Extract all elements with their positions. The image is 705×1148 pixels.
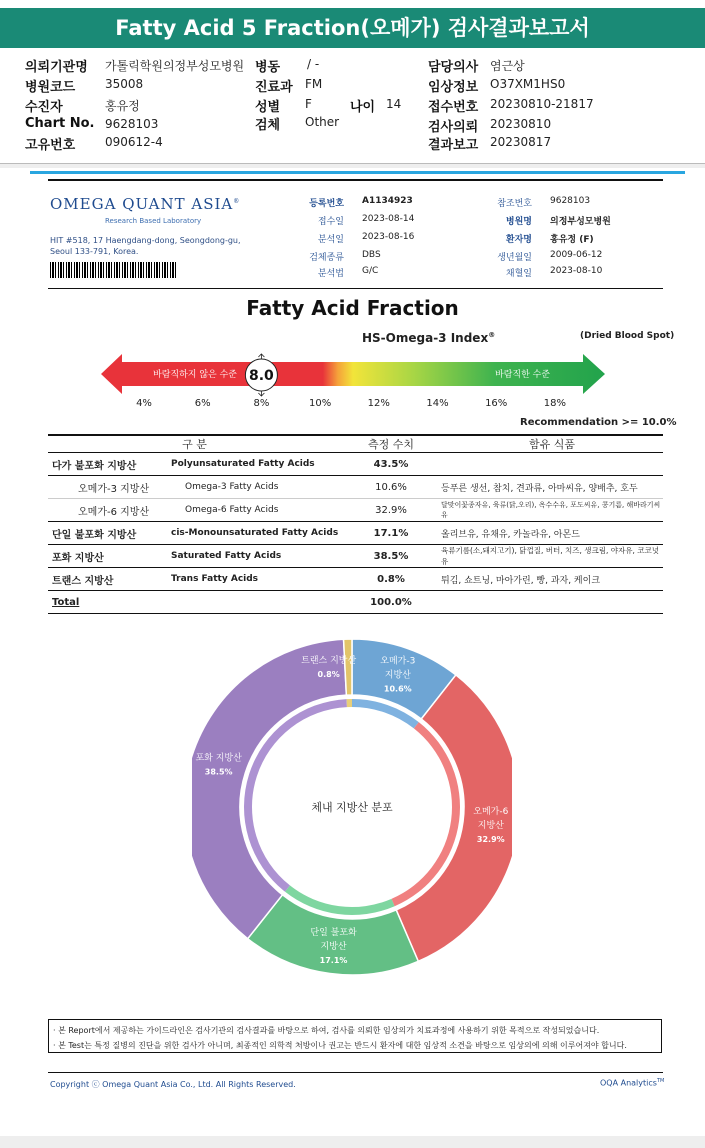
header-row-age — [350, 96, 410, 116]
disclaimer-notes — [48, 1019, 662, 1053]
table-row — [48, 476, 663, 499]
report-title: Fatty Acid 5 Fraction(오메가) 검사결과보고서 — [0, 8, 705, 48]
header-label: 병동 — [255, 60, 281, 75]
gauge-tick-label: 10% — [308, 398, 332, 409]
gauge-value: 8.0 — [248, 368, 274, 384]
header-label: 진료과 — [255, 80, 293, 95]
logo-registered-mark: ® — [233, 198, 241, 205]
donut-slice-label: 38.5% — [204, 767, 233, 777]
row-foods — [441, 453, 663, 476]
specimen-type: (Dried Blood Spot) — [580, 331, 675, 341]
header-row-dept — [255, 76, 405, 96]
donut-outer-slice — [192, 639, 346, 938]
omega3-index-gauge — [95, 348, 615, 398]
row-korean-name: 다가 불포화 지방산 — [48, 453, 171, 476]
reg-value: 의정부성모병원 — [550, 217, 611, 227]
donut-slice-label: 오메가-6 — [473, 807, 509, 818]
omega3-index-title — [362, 331, 495, 345]
reg-value: A1134923 — [362, 196, 413, 206]
header-value: Other — [305, 115, 340, 129]
row-foods: 육류기름(소,돼지고기), 닭껍질, 버터, 치즈, 생크림, 야자유, 코코넛유 — [441, 545, 663, 568]
fatty-acid-fraction-title: Fatty Acid Fraction — [246, 296, 459, 320]
row-korean-name: 포화 지방산 — [48, 545, 171, 568]
header-shadow — [0, 164, 705, 168]
header-value: 20230810-21817 — [490, 97, 594, 111]
omega-quant-asia-logo — [50, 195, 240, 213]
header-label: Chart No. — [25, 116, 95, 131]
header-row-chart-no — [25, 116, 285, 136]
gauge-right-label: 바람직한 수준 — [495, 370, 551, 380]
donut-slice-label: 오메가-3 — [380, 656, 416, 667]
header-label: 수진자 — [25, 100, 63, 115]
donut-slice-label: 지방산 — [477, 821, 504, 832]
header-label: 검사의뢰 — [428, 120, 479, 135]
row-value: 0.8% — [341, 568, 441, 591]
reg-value: DBS — [362, 250, 381, 260]
page-bottom-bar — [0, 1136, 705, 1148]
total-label: Total — [48, 591, 171, 614]
row-korean-name: 오메가-6 지방산 — [48, 499, 171, 522]
header-value: 9628103 — [105, 117, 159, 131]
reg-value: 2023-08-10 — [550, 266, 603, 276]
row-value: 38.5% — [341, 545, 441, 568]
donut-slice-label: 지방산 — [320, 941, 347, 952]
row-value: 43.5% — [341, 453, 441, 476]
reg-label: 분석법 — [317, 269, 344, 279]
header-value: 14 — [386, 97, 402, 111]
gauge-tick-label: 12% — [367, 398, 390, 409]
reg-label: 등록번호 — [309, 199, 344, 209]
reg-value: G/C — [362, 266, 379, 276]
donut-slice-label: 단일 불포화 — [310, 927, 357, 938]
header-row-doctor — [428, 56, 628, 76]
header-value: 염근상 — [490, 59, 525, 73]
reg-value: 2023-08-16 — [362, 232, 415, 242]
donut-inner-slice — [347, 699, 352, 707]
donut-slice-label: 0.8% — [317, 669, 340, 679]
row-korean-name: 오메가-3 지방산 — [48, 476, 171, 499]
table-header-row — [48, 435, 663, 453]
row-foods: 튀김, 쇼트닝, 마아가린, 빵, 과자, 케이크 — [441, 568, 663, 591]
row-english-name: Omega-3 Fatty Acids — [171, 476, 341, 499]
header-value: O37XM1HS0 — [490, 77, 566, 91]
note-line: · 본 Report에서 제공하는 가이드라인은 검사기관의 검사결과를 바탕으로 하여, 검사를 의뢰한 임상의가 치료과정에 사용하기 위한 목적으로 작성되었습니다. — [53, 1026, 600, 1035]
header-value: 35008 — [105, 77, 144, 91]
header-value: 가톨릭학원의정부성모병원 — [105, 59, 245, 73]
row-english-name: cis-Monounsaturated Fatty Acids — [171, 522, 341, 545]
gauge-tick-label: 8% — [253, 398, 270, 409]
donut-slice-label: 32.9% — [476, 835, 505, 845]
footer-rule — [48, 1072, 663, 1073]
header-value: 홍유정 — [105, 99, 140, 113]
barcode — [50, 262, 176, 278]
header-label: 병원코드 — [25, 80, 76, 95]
brand-text: OQA Analytics — [600, 1078, 657, 1088]
header-row-clinical-info — [428, 76, 628, 96]
table-row — [48, 568, 663, 591]
reg-label: 참조번호 — [497, 199, 532, 209]
section-bottom-rule — [48, 288, 663, 289]
row-foods: 올리브유, 유채유, 카놀라유, 아몬드 — [441, 522, 663, 545]
header-label: 접수번호 — [428, 100, 479, 115]
reg-label: 생년월일 — [497, 253, 532, 263]
header-row-institution — [25, 56, 285, 76]
header-row-receipt-no — [428, 96, 628, 116]
row-korean-name: 트랜스 지방산 — [48, 568, 171, 591]
brand-trademark: TM — [656, 1078, 665, 1084]
header-label: 담당의사 — [428, 60, 479, 75]
reg-value: 2023-08-14 — [362, 214, 415, 224]
note-line: · 본 Test는 특정 질병의 진단을 위한 검사가 아니며, 최종적인 의학적 처방이나 권고는 반드시 환자에 대한 임상적 소견을 바탕으로 임상의에 의해 이루어져야 합니다. — [53, 1041, 627, 1050]
index-registered-mark: ® — [488, 331, 496, 339]
reg-label: 접수일 — [317, 217, 344, 227]
reg-value: 9628103 — [550, 196, 591, 206]
header-label: 의뢰기관명 — [25, 60, 88, 75]
lab-address-line2: Seoul 133-791, Korea. — [50, 247, 139, 256]
gauge-value-marker — [245, 354, 277, 396]
table-row — [48, 453, 663, 476]
header-label: 고유번호 — [25, 138, 76, 153]
recommendation: Recommendation >= 10.0% — [520, 417, 677, 428]
gauge-ticks — [0, 398, 705, 412]
row-english-name: Polyunsaturated Fatty Acids — [171, 453, 341, 476]
donut-slice-label: 17.1% — [319, 955, 348, 965]
header-row-unique-no — [25, 134, 285, 154]
lab-subtitle: Research Based Laboratory — [105, 217, 202, 225]
row-value: 10.6% — [341, 476, 441, 499]
donut-slice-label: 포화 지방산 — [195, 753, 242, 764]
gauge-tick-label: 4% — [136, 398, 152, 409]
fatty-acid-donut-chart — [192, 637, 512, 987]
accent-rule — [30, 171, 685, 174]
header-label: 검체 — [255, 118, 281, 133]
index-title-text: HS-Omega-3 Index — [362, 331, 489, 345]
reg-label: 분석일 — [317, 235, 344, 245]
table-row — [48, 545, 663, 568]
reg-value: 2009-06-12 — [550, 250, 603, 260]
header-row-report-date — [428, 134, 628, 154]
row-english-name: Omega-6 Fatty Acids — [171, 499, 341, 522]
header-value: / - — [307, 57, 320, 71]
table-header-category: 구 분 — [48, 435, 341, 453]
section-top-rule — [48, 179, 663, 181]
gauge-tick-label: 18% — [543, 398, 566, 409]
row-value: 17.1% — [341, 522, 441, 545]
row-korean-name: 단일 불포화 지방산 — [48, 522, 171, 545]
row-foods: 등푸른 생선, 참치, 견과류, 아마씨유, 양배추, 호두 — [441, 476, 663, 499]
row-foods: 달맞이꽃종자유, 육류(닭,오리), 옥수수유, 포도씨유, 콩기름, 해바라기씨유 — [441, 499, 663, 522]
row-english-name: Saturated Fatty Acids — [171, 545, 341, 568]
gauge-tick-label: 14% — [426, 398, 449, 409]
reg-label: 채혈일 — [505, 269, 532, 279]
row-value: 32.9% — [341, 499, 441, 522]
donut-slice-label: 10.6% — [383, 684, 412, 694]
header-value: FM — [305, 77, 323, 91]
fatty-acid-table — [48, 434, 663, 614]
header-label: 결과보고 — [428, 138, 479, 153]
donut-slice-label: 지방산 — [384, 670, 411, 681]
header-label: 나이 — [350, 100, 376, 115]
reg-label: 검체종류 — [309, 253, 344, 263]
table-total-row — [48, 591, 663, 614]
header-row-hospital-code — [25, 76, 285, 96]
reg-value: 홍유정 (F) — [550, 235, 594, 245]
reg-label: 환자명 — [505, 235, 532, 245]
header-row-request-date — [428, 116, 628, 136]
gauge-tick-label: 16% — [485, 398, 508, 409]
total-value: 100.0% — [341, 591, 441, 614]
header-row-patient — [25, 96, 285, 116]
lab-address-line1: HIT #518, 17 Haengdang-dong, Seongdong-gu, — [50, 236, 241, 245]
header-row-specimen — [255, 114, 405, 134]
header-row-ward — [255, 56, 405, 76]
header-label: 성별 — [255, 100, 281, 115]
header-value: F — [305, 97, 312, 111]
header-value: 090612-4 — [105, 135, 163, 149]
gauge-left-label: 바람직하지 않은 수준 — [153, 370, 237, 380]
gauge-tick-label: 6% — [194, 398, 211, 409]
table-row — [48, 522, 663, 545]
donut-slice-label: 트랜스 지방산 — [301, 655, 357, 666]
header-label: 임상정보 — [428, 80, 479, 95]
table-header-foods: 함유 식품 — [441, 435, 663, 453]
reg-label: 병원명 — [505, 217, 532, 227]
header-value: 20230817 — [490, 135, 552, 149]
logo-text: OMEGA QUANT ASIA — [50, 195, 234, 213]
copyright: Copyright ⓒ Omega Quant Asia Co., Ltd. All Rights Reserved. — [50, 1080, 296, 1089]
table-row — [48, 499, 663, 522]
header-value: 20230810 — [490, 117, 552, 131]
donut-center-label: 체내 지방산 분포 — [311, 801, 393, 814]
oqa-analytics-brand — [600, 1078, 664, 1088]
table-header-value: 측정 수치 — [341, 435, 441, 453]
row-english-name: Trans Fatty Acids — [171, 568, 341, 591]
